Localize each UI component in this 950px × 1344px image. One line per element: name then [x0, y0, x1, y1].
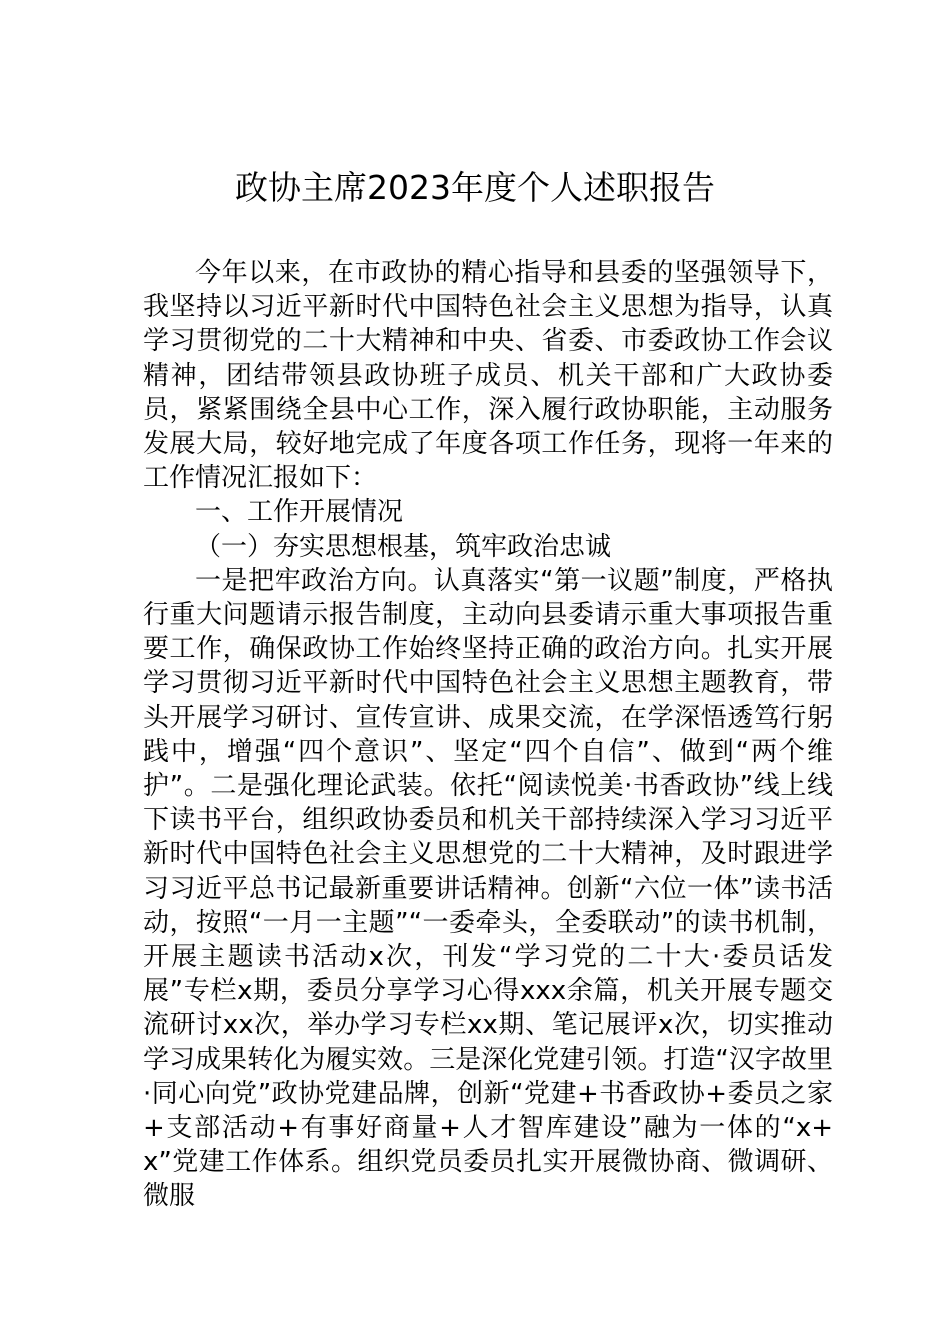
paragraph-intro: 今年以来，在市政协的精心指导和县委的坚强领导下，我坚持以习近平新时代中国特色社会主义思想为指导，认真学习贯彻党的二十大精神和中央、省委、市委政协工作会议精神，团结带领县政协班子成员、机关干部和广大政协委员，紧紧围绕全县中心工作，深入履行政协职能，主动服务发展大局，较好地完成了年度各项工作任务，现将一年来的工作情况汇报如下：: [143, 258, 833, 494]
subsection-heading: （一）夯实思想根基，筑牢政治忠诚: [195, 531, 612, 562]
document-body: [143, 256, 833, 1214]
document-title: 政协主席2023年度个人述职报告: [235, 168, 715, 207]
paragraph-body: 一是把牢政治方向。认真落实“第一议题”制度，严格执行重大问题请示报告制度，主动向县委请示重大事项报告重要工作，确保政协工作始终坚持正确的政治方向。扎实开展学习贯彻习近平新时代中国特色社会主义思想主题教育，带头开展学习研讨、宣传宣讲、成果交流，在学深悟透笃行躬践中，增强“四个意识”、坚定“四个自信”、做到“两个维护”。二是强化理论武装。依托“阅读悦美·书香政协”线上线下读书平台，组织政协委员和机关干部持续深入学习习近平新时代中国特色社会主义思想党的二十大精神，及时跟进学习习近平总书记最新重要讲话精神。创新“六位一体”读书活动，按照“一月一主题”“一委牵头，全委联动”的读书机制，开展主题读书活动x次，刊发“学习党的二十大·委员话发展”专栏x期，委员分享学习心得xxx余篇，机关开展专题交流研讨xx次，举办学习专栏xx期、笔记展评x次，切实推动学习成果转化为履实效。三是深化党建引领。打造“汉字故里·同心向党”政协党建品牌，创新“党建+书香政协+委员之家+支部活动+有事好商量+人才智库建设”融为一体的“x+x”党建工作体系。组织党员委员扎实开展微协商、微调研、微服: [143, 565, 833, 1212]
section-heading: 一、工作开展情况: [195, 497, 404, 528]
